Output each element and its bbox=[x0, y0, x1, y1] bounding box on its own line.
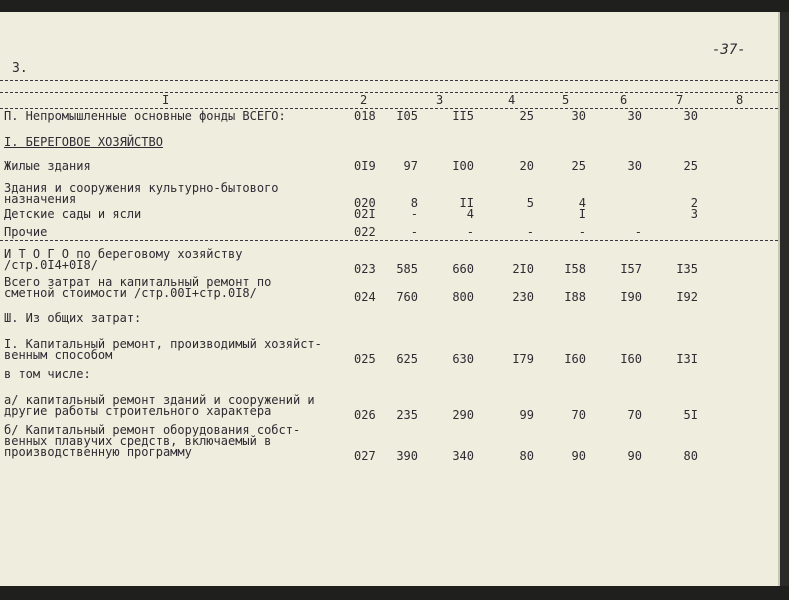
row-value: 99 bbox=[519, 408, 534, 422]
row-value: 625 bbox=[396, 352, 418, 366]
row-label: а/ капитальный ремонт зданий и сооружений и bbox=[4, 393, 315, 407]
row-value: 30 bbox=[627, 109, 642, 123]
row-value: 800 bbox=[452, 290, 474, 304]
row-value: I92 bbox=[676, 290, 698, 304]
row-label: I. БЕРЕГОВОЕ ХОЗЯЙСТВО bbox=[4, 135, 163, 149]
row-value: I35 bbox=[676, 262, 698, 276]
row-value: 70 bbox=[627, 408, 642, 422]
row-value: - bbox=[634, 225, 642, 239]
row-label: Детские сады и ясли bbox=[4, 207, 142, 221]
row-label: Прочие bbox=[4, 225, 48, 239]
row-value: I57 bbox=[620, 262, 642, 276]
row-value: I bbox=[578, 207, 586, 221]
row-value: - bbox=[466, 225, 474, 239]
row-value: 2I0 bbox=[512, 262, 534, 276]
row-label: Жилые здания bbox=[4, 159, 91, 173]
row-value: II bbox=[459, 196, 474, 210]
row-value: 30 bbox=[627, 159, 642, 173]
row-code: 0I9 bbox=[354, 159, 376, 173]
row-value: I79 bbox=[512, 352, 534, 366]
row-code: 024 bbox=[354, 290, 376, 304]
scan-border-bottom bbox=[0, 586, 789, 600]
row-value: - bbox=[410, 207, 418, 221]
row-value: 80 bbox=[519, 449, 534, 463]
row-label: назначения bbox=[4, 192, 77, 206]
scan-border-top bbox=[0, 0, 789, 12]
header-col-2: 2 bbox=[360, 93, 368, 107]
row-value: 585 bbox=[396, 262, 418, 276]
row-value: I88 bbox=[564, 290, 586, 304]
row-label: б/ Капитальный ремонт оборудования собст- bbox=[4, 423, 301, 437]
row-value: I58 bbox=[564, 262, 586, 276]
row-label: И Т О Г О по береговому хозяйству bbox=[4, 247, 243, 261]
row-value: I90 bbox=[620, 290, 642, 304]
row-value: I60 bbox=[564, 352, 586, 366]
header-col-6: 6 bbox=[620, 93, 628, 107]
row-value: 30 bbox=[683, 109, 698, 123]
row-value: 25 bbox=[519, 109, 534, 123]
row-code: 026 bbox=[354, 408, 376, 422]
row-value: 25 bbox=[571, 159, 586, 173]
row-value: 97 bbox=[403, 159, 418, 173]
header-col-4: 4 bbox=[508, 93, 516, 107]
header-col-7: 7 bbox=[676, 93, 684, 107]
row-value: 3 bbox=[690, 207, 698, 221]
row-code: 027 bbox=[354, 449, 376, 463]
row-value: 30 bbox=[571, 109, 586, 123]
row-label: производственную программу bbox=[4, 445, 192, 459]
row-value: 25 bbox=[683, 159, 698, 173]
header-col-5: 5 bbox=[562, 93, 570, 107]
row-value: II5 bbox=[452, 109, 474, 123]
row-value: 4 bbox=[578, 196, 586, 210]
row-value: 340 bbox=[452, 449, 474, 463]
row-value: 630 bbox=[452, 352, 474, 366]
row-value: 8 bbox=[410, 196, 418, 210]
row-label: Всего затрат на капитальный ремонт по bbox=[4, 275, 272, 289]
document-page bbox=[0, 12, 780, 586]
row-value: 660 bbox=[452, 262, 474, 276]
subtotal-rule bbox=[0, 240, 778, 241]
page-number: -37- bbox=[712, 42, 746, 58]
corner-mark: 3. bbox=[12, 61, 28, 76]
row-value: I60 bbox=[620, 352, 642, 366]
row-value: 80 bbox=[683, 449, 698, 463]
row-value: 5I bbox=[683, 408, 698, 422]
row-code: 02I bbox=[354, 207, 376, 221]
row-label: венным способом bbox=[4, 348, 113, 362]
header-col-8: 8 bbox=[736, 93, 744, 107]
row-value: 70 bbox=[571, 408, 586, 422]
row-value: 235 bbox=[396, 408, 418, 422]
row-code: 020 bbox=[354, 196, 376, 210]
row-label: П. Непромышленные основные фонды ВСЕГО: bbox=[4, 109, 286, 123]
row-value: 390 bbox=[396, 449, 418, 463]
row-value: 90 bbox=[571, 449, 586, 463]
row-code: 018 bbox=[354, 109, 376, 123]
row-label: в том числе: bbox=[4, 367, 91, 381]
row-label: венных плавучих средств, включаемый в bbox=[4, 434, 272, 448]
row-value: 230 bbox=[512, 290, 534, 304]
row-label: другие работы строительного характера bbox=[4, 404, 272, 418]
row-label: Здания и сооружения культурно-бытового bbox=[4, 181, 279, 195]
row-value: 2 bbox=[690, 196, 698, 210]
row-code: 022 bbox=[354, 225, 376, 239]
row-value: 760 bbox=[396, 290, 418, 304]
header-col-3: 3 bbox=[436, 93, 444, 107]
row-label: I. Капитальный ремонт, производимый хозяйст- bbox=[4, 337, 322, 351]
row-code: 023 bbox=[354, 262, 376, 276]
row-value: 90 bbox=[627, 449, 642, 463]
row-value: 5 bbox=[526, 196, 534, 210]
row-value: - bbox=[526, 225, 534, 239]
header-rule-top bbox=[0, 80, 778, 81]
row-value: I05 bbox=[396, 109, 418, 123]
row-label: сметной стоимости /стр.00I+стр.0I8/ bbox=[4, 286, 257, 300]
row-label: /стр.0I4+0I8/ bbox=[4, 258, 98, 272]
row-label: Ш. Из общих затрат: bbox=[4, 311, 142, 325]
row-value: 4 bbox=[466, 207, 474, 221]
row-value: - bbox=[578, 225, 586, 239]
row-code: 025 bbox=[354, 352, 376, 366]
row-value: I00 bbox=[452, 159, 474, 173]
row-value: 20 bbox=[519, 159, 534, 173]
header-col-1: I bbox=[162, 93, 170, 107]
row-value: - bbox=[410, 225, 418, 239]
row-value: I3I bbox=[676, 352, 698, 366]
header-rule-2 bbox=[0, 92, 778, 93]
row-value: 290 bbox=[452, 408, 474, 422]
